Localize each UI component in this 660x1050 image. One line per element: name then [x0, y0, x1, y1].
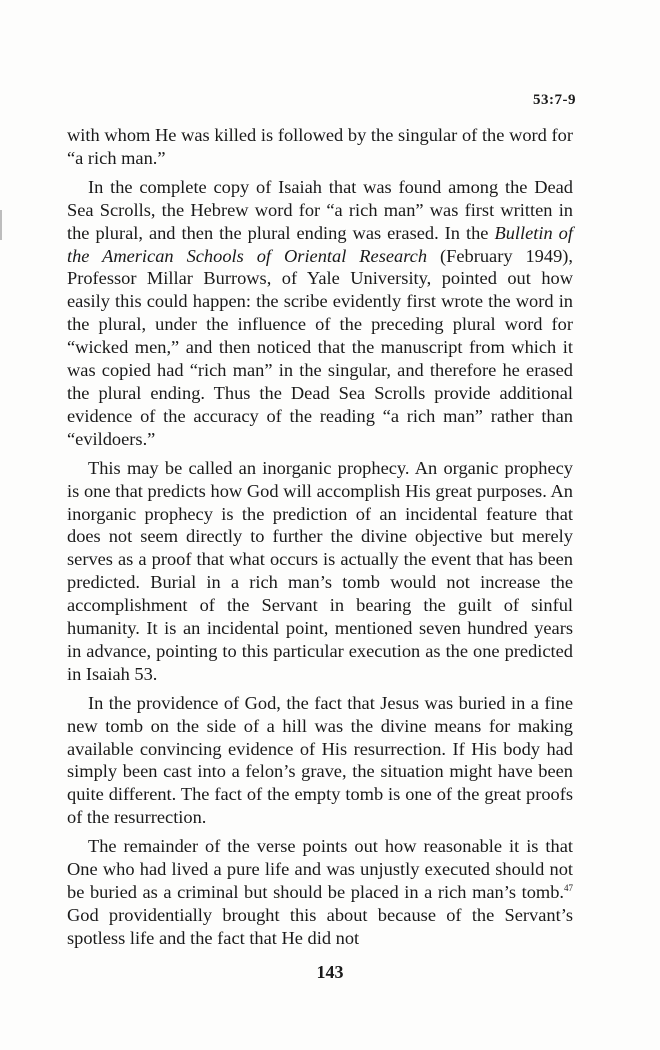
paragraph-text: In the providence of God, the fact that Jesus was buried in a fine new tomb on the side of a hill was the divine means for making available convincing evidence of His resurrection. If His body had simply been cast into a felon’s grave, the situation might have been quite different. The fact of the empty tomb is one of the great proofs of the resurrection.: [67, 692, 573, 828]
paragraph-text: In the complete copy of Isaiah that was found among the Dead Sea Scrolls, the Hebrew word for “a rich man” was first written in the plural, and then the plural ending was erased. In the: [67, 176, 573, 243]
paragraph-text: (February 1949), Professor Millar Burrows, of Yale University, pointed out how easily this could happen: the scribe evidently first wrote the word in the plural, under the influence of the preceding plural word for “wicked men,” and then noticed that the manuscript from which it was copied had “rich man” in the singular, and therefore he erased the plural ending. Thus the Dead Sea Scrolls provide additional evidence of the accuracy of the reading “a rich man” rather than “evildoers.”: [67, 245, 573, 449]
paragraph-2: [67, 176, 573, 451]
page-edge-shadow: [0, 210, 2, 240]
running-head-verse-reference: 53:7-9: [533, 92, 576, 108]
paragraph-1: [67, 124, 573, 170]
paragraph-text: The remainder of the verse points out how reasonable it is that One who had lived a pure life and was unjustly executed should not be buried as a criminal but should be placed in a rich man’s tomb.: [67, 836, 573, 902]
paragraph-text: This may be called an inorganic prophecy. An organic prophecy is one that predicts how God will accomplish His great purposes. An inorganic prophecy is the prediction of an incidental feature that does not seem directly to further the divine objective but merely serves as a proof that what occurs is actually the event that has been predicted. Burial in a rich man’s tomb would not increase the accomplishment of the Servant in bearing the guilt of sinful humanity. It is an incidental point, mentioned seven hundred years in advance, pointing to this particular execution as the one predicted in Isaiah 53.: [67, 457, 573, 684]
paragraph-5: [67, 835, 573, 950]
body-text: [67, 124, 573, 956]
footnote-reference: 47: [564, 882, 573, 893]
journal-title: Bulletin of the American Schools of Oriental Research: [67, 222, 573, 266]
paragraph-text: God providentially brought this about because of the Servant’s spotless life and the fact that He did not: [67, 904, 573, 948]
paragraph-3: [67, 457, 573, 686]
page-number: 143: [316, 962, 344, 982]
paragraph-4: [67, 692, 573, 829]
paragraph-text: with whom He was killed is followed by the singular of the word for “a rich man.”: [67, 125, 573, 168]
